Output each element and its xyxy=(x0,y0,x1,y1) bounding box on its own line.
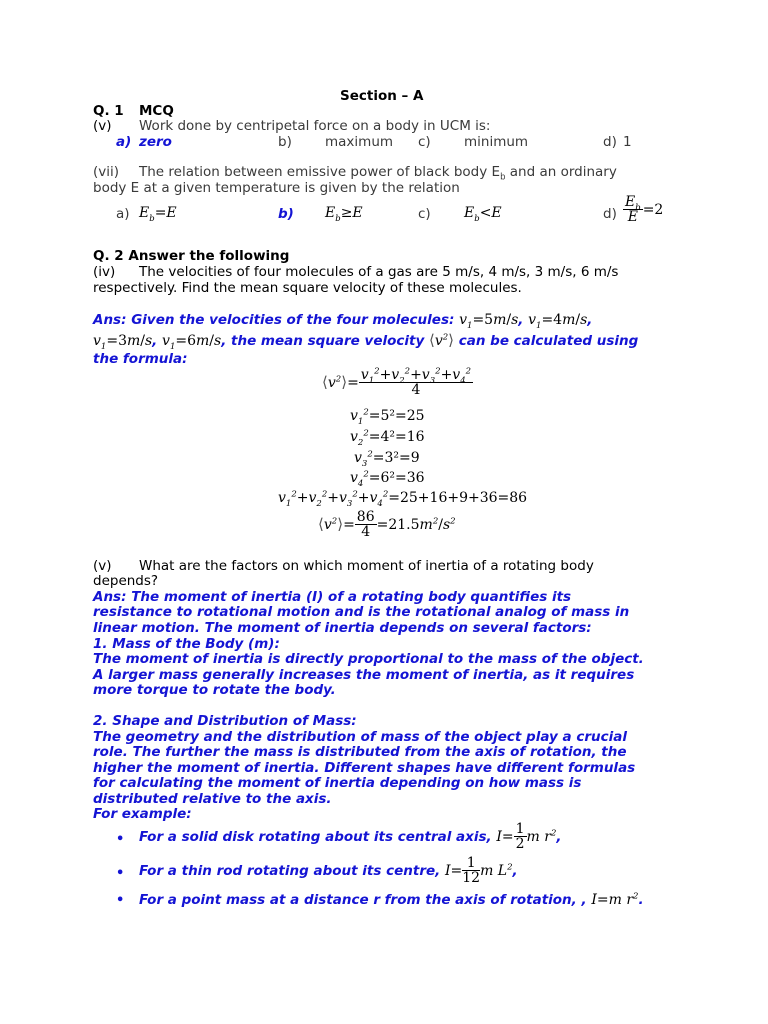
eq-sum: $v_1^2+v_2^2+v_3^2+v_4^2=25+16+9+36=86$ xyxy=(278,489,528,509)
bullet-icon: • xyxy=(116,866,125,881)
eq-result: $⟨v^2⟩=$ $\frac{86}{4}$ $=21.5m^2/s^2$ xyxy=(318,509,456,540)
eq-v4: $v_4^2=6^2=36$ xyxy=(350,469,425,489)
q1-vii-option-a-math: $E_b=E$ xyxy=(139,205,177,224)
q1-v-option-b-label: b) xyxy=(278,134,292,150)
q2-iv-label: (iv) xyxy=(93,264,116,280)
eq-v3: $v_3^2=3^2=9$ xyxy=(354,449,420,469)
bullet-icon: • xyxy=(116,832,125,847)
answer-line: resistance to rotational motion and is the rotational analog of mass in xyxy=(93,604,630,620)
q2-iv-question-line2: respectively. Find the mean square velocity of these molecules. xyxy=(93,280,522,296)
q1-v-option-a-label: a) xyxy=(116,134,132,150)
q1-vii-option-d-label: d) xyxy=(603,206,617,222)
q2-title: Q. 2 Answer the following xyxy=(93,248,290,264)
q1-vii-option-b-math: $E_b\ge E$ xyxy=(325,205,363,224)
q2-iv-answer-line1: Ans: Given the velocities of the four molecules: $v_1=5m/s$, $v_1=4m/s$, xyxy=(93,312,593,331)
q2-iv-answer-line3: the formula: xyxy=(93,351,188,367)
bullet-thin-rod: For a thin rod rotating about its centre, I= $\frac{1}{12}$ m $L^2$, xyxy=(139,855,518,886)
answer-line: more torque to rotate the body. xyxy=(93,682,336,698)
q1-v-option-b-text: maximum xyxy=(325,134,394,150)
answer-heading-shape: 2. Shape and Distribution of Mass: xyxy=(93,713,357,729)
answer-line: linear motion. The moment of inertia depends on several factors: xyxy=(93,620,592,636)
bullet-point-mass: For a point mass at a distance r from the axis of rotation, , I=m $r^2$. xyxy=(139,891,644,908)
q1-v-question: Work done by centripetal force on a body in UCM is: xyxy=(139,118,491,134)
q1-vii-question-line1: The relation between emissive power of black body $E_b$ and an ordinary xyxy=(139,164,617,183)
q1-v-option-d-label: d) xyxy=(603,134,617,150)
q1-v-option-d-text: 1 xyxy=(623,134,632,150)
q1-vii-option-c-label: c) xyxy=(418,206,431,222)
q1-v-option-c-label: c) xyxy=(418,134,431,150)
eq-v1: $v_1^2=5^2=25$ xyxy=(350,407,425,427)
q1-v-option-a-text: zero xyxy=(139,134,172,150)
answer-line: For example: xyxy=(93,806,192,822)
formula-mean-square: $⟨v^2⟩=$ $\frac{v_1^2+v_2^2+v_3^2+v_4^2}{4}$ xyxy=(322,366,472,398)
q1-vii-option-b-label: b) xyxy=(278,206,294,222)
answer-line: higher the moment of inertia. Different shapes have different formulas xyxy=(93,760,636,776)
q1-number: Q. 1 xyxy=(93,103,124,119)
eq-v2: $v_2^2=4^2=16$ xyxy=(350,428,425,448)
q1-vii-option-c-math: $E_b<E$ xyxy=(464,205,502,224)
answer-line: Ans: The moment of inertia (I) of a rotating body quantifies its xyxy=(93,589,572,605)
bullet-icon: • xyxy=(116,893,125,908)
answer-line: The moment of inertia is directly proportional to the mass of the object. xyxy=(93,651,644,667)
q2-v-label: (v) xyxy=(93,558,112,574)
answer-line: role. The further the mass is distributed from the axis of rotation, the xyxy=(93,744,627,760)
section-title: Section – A xyxy=(340,88,424,104)
answer-line: for calculating the moment of inertia depending on how mass is xyxy=(93,775,582,791)
answer-line: A larger mass generally increases the moment of inertia, as it requires xyxy=(93,667,635,683)
q2-v-question-line1: What are the factors on which moment of inertia of a rotating body xyxy=(139,558,594,574)
answer-heading-mass: 1. Mass of the Body (m): xyxy=(93,636,280,652)
q2-iv-question-line1: The velocities of four molecules of a gas are 5 m/s, 4 m/s, 3 m/s, 6 m/s xyxy=(139,264,619,280)
q2-v-question-line2: depends? xyxy=(93,573,159,589)
bullet-solid-disk: For a solid disk rotating about its central axis, I= $\frac{1}{2}$ m $r^2$, xyxy=(139,821,562,852)
q1-vii-question-line2: body E at a given temperature is given by the relation xyxy=(93,180,460,196)
q2-iv-answer-line2: $v_1=3m/s$, $v_1=6m/s$, the mean square velocity $⟨v^2⟩$ can be calculated using xyxy=(93,331,639,352)
q1-v-label: (v) xyxy=(93,118,112,134)
q1-vii-option-d-math: $\frac{E_b}{E}$ =2 xyxy=(625,194,664,225)
q1-vii-option-a-label: a) xyxy=(116,206,130,222)
answer-line: The geometry and the distribution of mass of the object play a crucial xyxy=(93,729,627,745)
q1-v-option-c-text: minimum xyxy=(464,134,529,150)
q1-vii-label: (vii) xyxy=(93,164,120,180)
q1-title: MCQ xyxy=(139,103,174,119)
answer-line: distributed relative to the axis. xyxy=(93,791,332,807)
